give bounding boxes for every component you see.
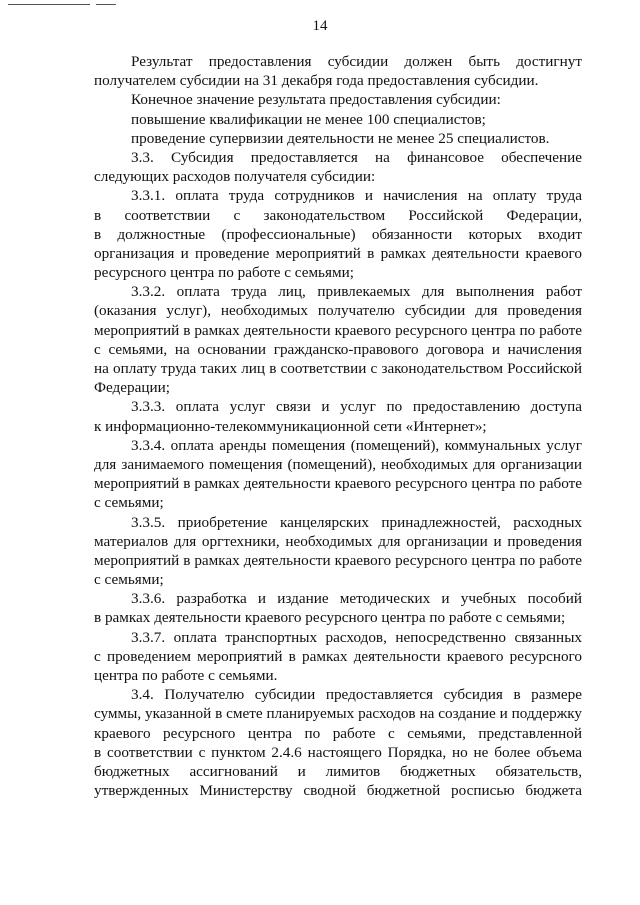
text-line: следующих расходов получателя субсидии:	[94, 168, 376, 186]
scan-artifact-line	[96, 4, 116, 5]
text-line: к информационно-телекоммуникационной сети «Интернет»;	[94, 417, 487, 435]
text-line: суммы, указанной в смете планируемых расходов на создание и поддержку	[94, 705, 582, 723]
text-line: материалов для оргтехники, необходимых для организации и проведения	[94, 532, 582, 550]
text-line: проведение супервизии деятельности не менее 25 специалистов.	[131, 129, 550, 147]
text-line: организация и проведение мероприятий в рамках деятельности краевого	[94, 244, 582, 262]
text-line: 3.3.7. оплата транспортных расходов, непосредственно связанных	[131, 628, 582, 646]
text-line: бюджетных ассигнований и лимитов бюджетных обязательств,	[94, 762, 582, 780]
text-line: Результат предоставления субсидии должен быть достигнут	[131, 53, 582, 70]
text-line: повышение квалификации не менее 100 специалистов;	[131, 110, 486, 128]
text-line: 3.3.3. оплата услуг связи и услуг по предоставлению доступа	[131, 398, 582, 416]
text-line: мероприятий в рамках деятельности краевого ресурсного центра по работе	[94, 321, 582, 339]
page-number: 14	[312, 18, 328, 34]
document-body	[94, 52, 582, 800]
text-line: центра по работе с семьями.	[94, 667, 278, 684]
text-line: 3.3.4. оплата аренды помещения (помещений), коммунальных услуг	[131, 436, 582, 454]
text-line: с семьями;	[94, 494, 164, 512]
text-line: с семьями, на основании гражданско-правового договора и начисления	[94, 340, 582, 358]
text-line: с проведением мероприятий в рамках деятельности краевого ресурсного	[94, 647, 582, 665]
text-line: в рамках деятельности краевого ресурсного центра по работе с семьями;	[94, 609, 566, 627]
text-line: на оплату труда таких лиц в соответствии с законодательством Российской	[94, 360, 582, 377]
text-line: ресурсного центра по работе с семьями;	[94, 264, 354, 282]
text-line: 3.3.6. разработка и издание методических и учебных пособий	[131, 590, 582, 608]
text-line: мероприятий в рамках деятельности краевого ресурсного центра по работе	[94, 551, 582, 569]
text-line: с семьями;	[94, 571, 164, 589]
text-line: (оказания услуг), необходимых получателю субсидии для проведения	[94, 302, 582, 320]
text-line: 3.3.5. приобретение канцелярских принадлежностей, расходных	[131, 513, 582, 531]
text-line: мероприятий в рамках деятельности краевого ресурсного центра по работе	[94, 475, 582, 493]
text-line: утвержденных Министерству сводной бюджетной росписью бюджета	[94, 782, 582, 800]
text-line: Конечное значение результата предоставления субсидии:	[131, 91, 501, 109]
text-line: Федерации;	[94, 379, 170, 397]
text-line: 3.4. Получателю субсидии предоставляется субсидия в размере	[131, 686, 582, 704]
text-line: краевого ресурсного центра по работе с семьями, представленной	[94, 724, 582, 742]
text-line: в соответствии с законодательством Российской Федерации,	[94, 206, 582, 224]
text-line: для занимаемого помещения (помещений), необходимых для организации	[94, 455, 582, 473]
text-line: 3.3.2. оплата труда лиц, привлекаемых для выполнения работ	[131, 283, 582, 301]
text-line: 3.3. Субсидия предоставляется на финансовое обеспечение	[131, 148, 582, 166]
scan-artifact-line	[8, 4, 90, 5]
text-line: в соответствии с пунктом 2.4.6 настоящего Порядка, но не более объема	[94, 743, 582, 761]
text-line: 3.3.1. оплата труда сотрудников и начисления на оплату труда	[131, 187, 582, 205]
text-line: получателем субсидии на 31 декабря года предоставления субсидии.	[94, 72, 539, 90]
text-line: в должностные (профессиональные) обязанности которых входит	[94, 225, 582, 243]
